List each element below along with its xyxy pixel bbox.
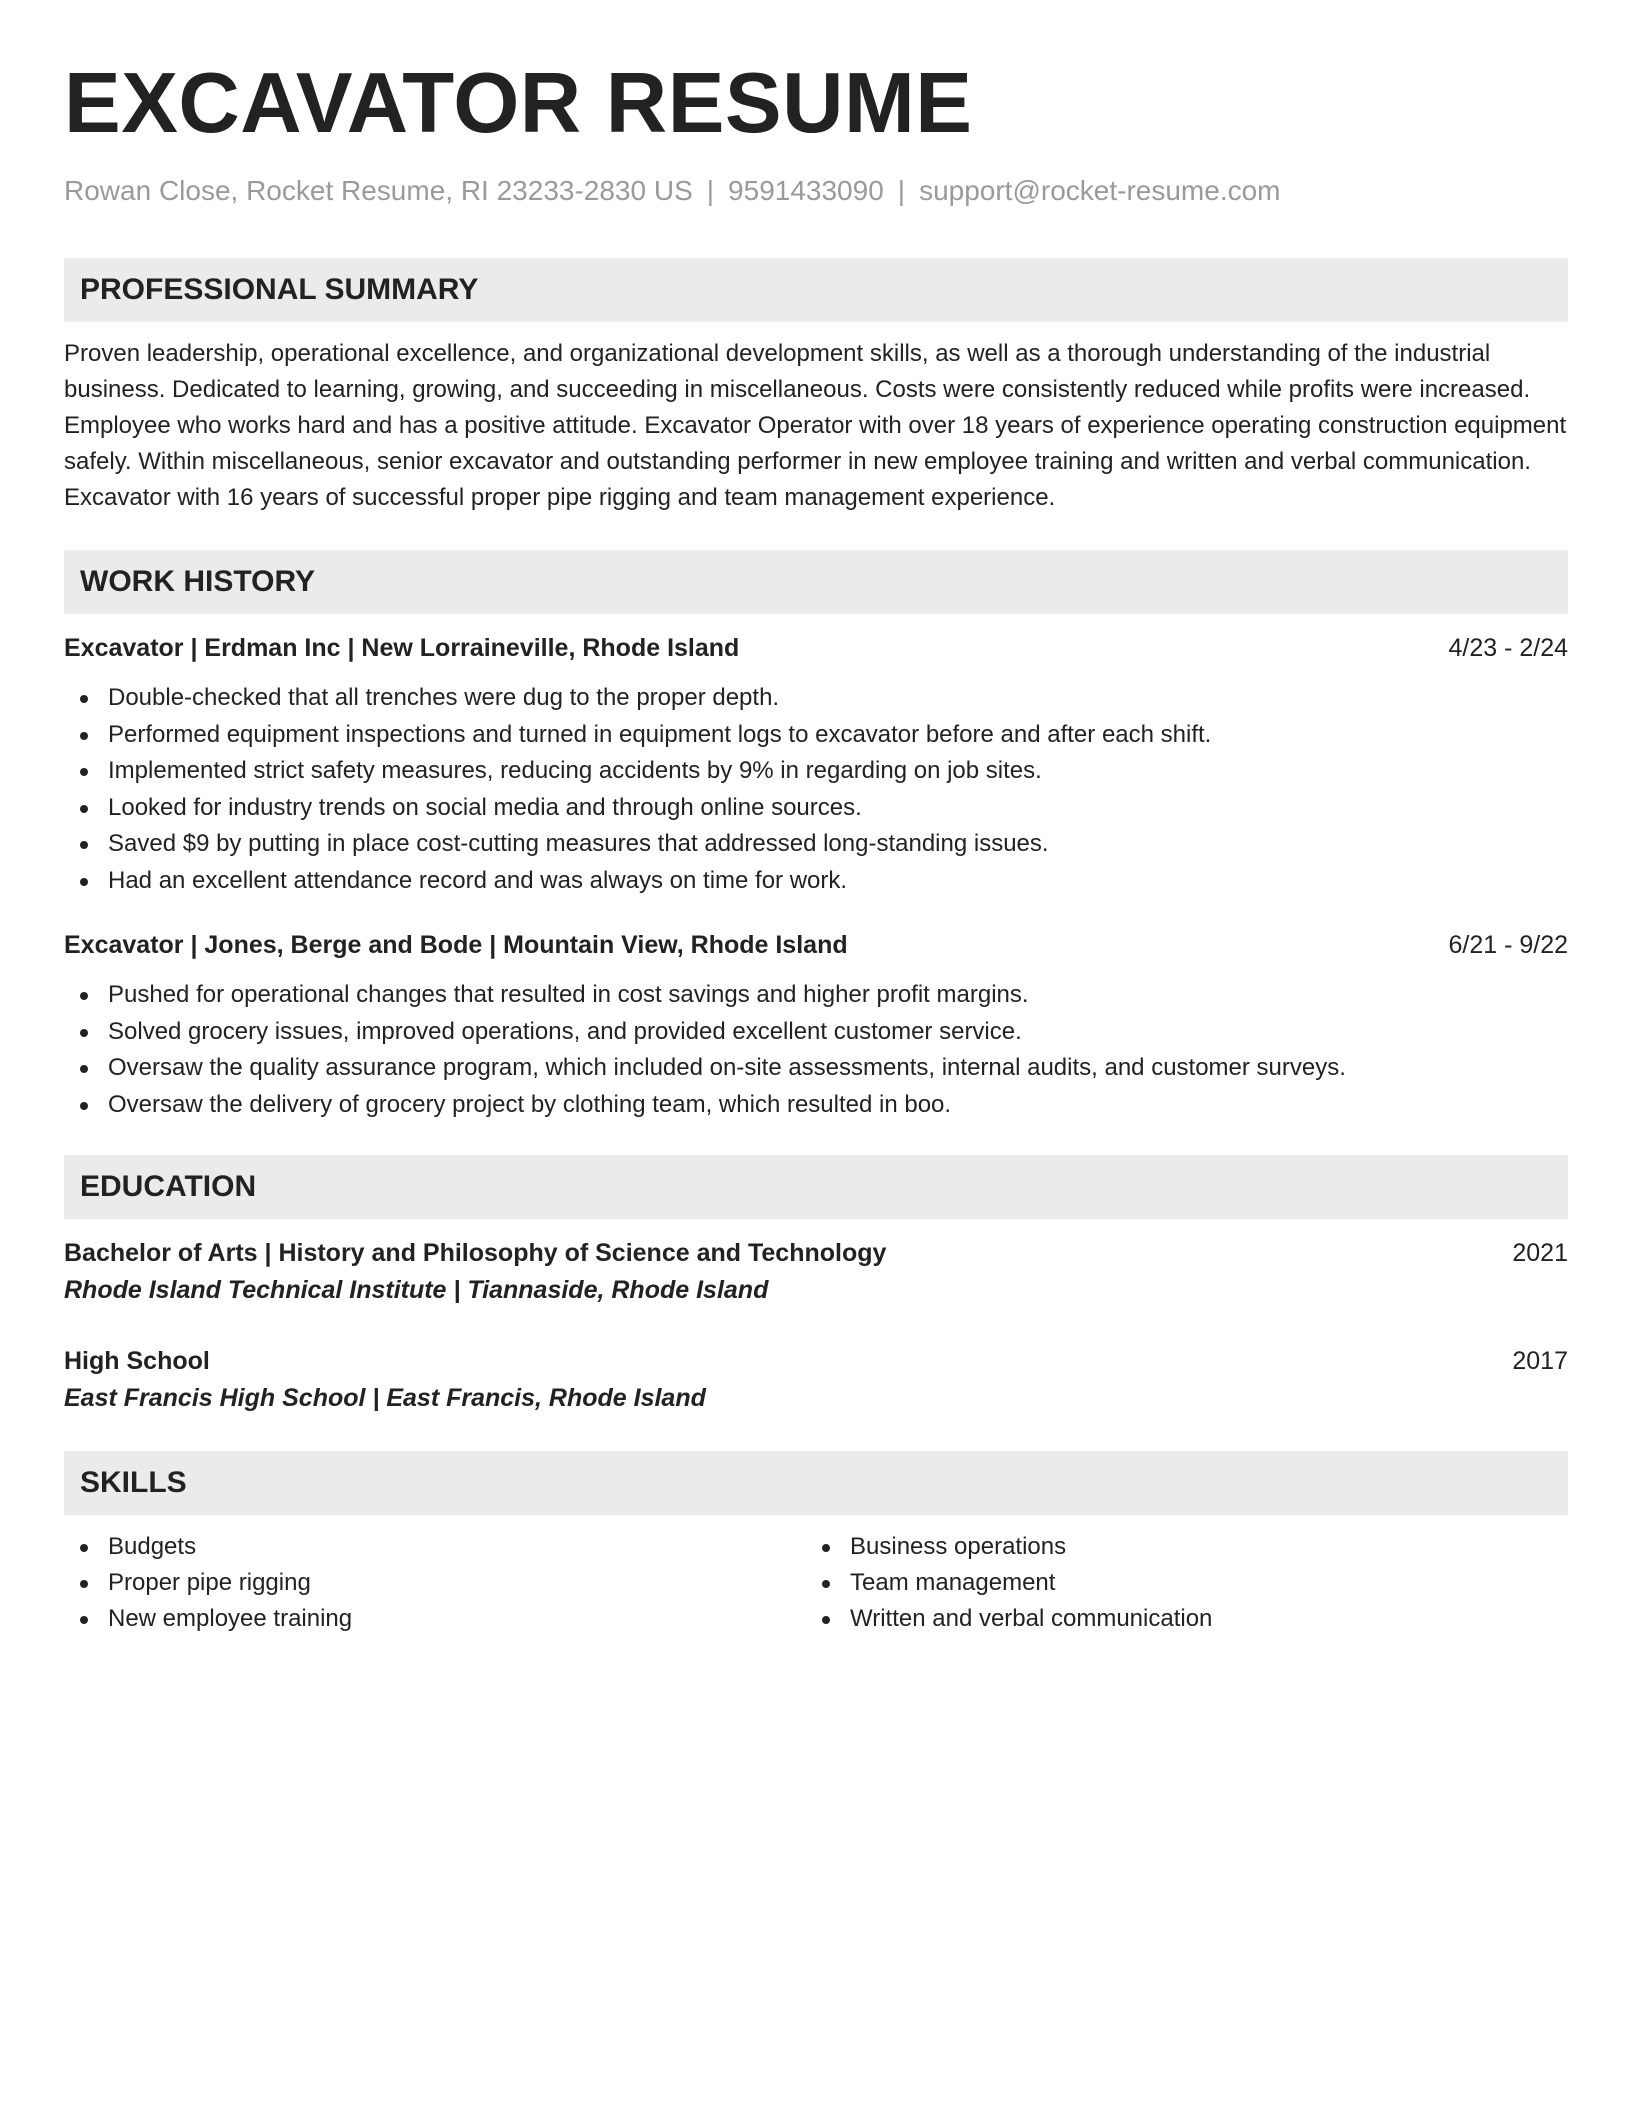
job-bullet — [64, 1087, 1568, 1124]
bullet-icon — [80, 1065, 88, 1073]
contact-phone: 9591433090 — [728, 175, 884, 206]
job-bullet — [64, 826, 1568, 863]
resume-page — [64, 0, 1568, 1637]
skill-text: Business operations — [850, 1533, 1067, 1560]
skill-item — [64, 1565, 806, 1601]
job-bullet — [64, 790, 1568, 827]
skill-text: Team management — [850, 1569, 1056, 1596]
contact-separator: | — [706, 175, 715, 206]
job-header-row — [64, 927, 1568, 963]
bullet-icon — [80, 1616, 88, 1624]
bullet-icon — [822, 1580, 830, 1588]
bullet-icon — [80, 992, 88, 1000]
skill-item — [806, 1565, 1548, 1601]
contact-address: Rowan Close, Rocket Resume, RI 23233-2830 US — [64, 175, 693, 206]
bullet-icon — [822, 1616, 830, 1624]
job-bullet-list — [64, 680, 1568, 899]
skill-text: Budgets — [108, 1533, 197, 1560]
summary-text: Proven leadership, operational excellence, and organizational development skills, as well as a thorough understanding of the industrial business. Dedicated to learning, growing, and succeeding in miscellaneous. Costs were consistently reduced while profits were increased. Employee who works hard and has a positive attitude. Excavator Operator with over 18 years of experience operating construction equipment safely. Within miscellaneous, senior excavator and outstanding performer in new employee training and written and verbal communication. Excavator with 16 years of successful proper pipe rigging and team management experience. — [64, 340, 1567, 511]
job-bullet-list — [64, 977, 1568, 1123]
job-dates: 6/21 - 9/22 — [1448, 931, 1568, 959]
education-header-row — [64, 1343, 1568, 1379]
job-entry — [64, 630, 1568, 899]
job-bullet-text: Looked for industry trends on social media and through online sources. — [108, 793, 862, 821]
bullet-icon — [80, 768, 88, 776]
bullet-icon — [80, 805, 88, 813]
bullet-icon — [80, 732, 88, 740]
bullet-icon — [80, 1544, 88, 1552]
job-bullet — [64, 1050, 1568, 1087]
education-header-row — [64, 1235, 1568, 1271]
skills-grid — [64, 1529, 1568, 1637]
section-header-work-history: WORK HISTORY — [64, 550, 1568, 614]
job-bullet-text: Oversaw the delivery of grocery project by clothing team, which resulted in boo. — [108, 1090, 952, 1118]
job-bullet-text: Pushed for operational changes that resulted in cost savings and higher profit margins. — [108, 981, 1029, 1008]
bullet-icon — [80, 695, 88, 703]
contact-email: support@rocket-resume.com — [919, 175, 1281, 206]
job-bullet — [64, 1014, 1568, 1051]
bullet-icon — [822, 1544, 830, 1552]
job-bullet-text: Implemented strict safety measures, reducing accidents by 9% in regarding on job sites. — [108, 757, 1042, 784]
education-school: Rhode Island Technical Institute | Tiannaside, Rhode Island — [64, 1276, 769, 1304]
education-year: 2021 — [1512, 1239, 1568, 1267]
job-title: Excavator | Jones, Berge and Bode | Mountain View, Rhode Island — [64, 931, 848, 959]
bullet-icon — [80, 1580, 88, 1588]
job-entry — [64, 927, 1568, 1123]
job-bullet — [64, 680, 1568, 717]
job-bullet-text: Had an excellent attendance record and was always on time for work. — [108, 866, 848, 894]
job-dates: 4/23 - 2/24 — [1448, 634, 1568, 662]
skills-column-left — [64, 1529, 806, 1637]
job-title: Excavator | Erdman Inc | New Lorraineville, Rhode Island — [64, 634, 740, 662]
job-bullet — [64, 753, 1568, 790]
education-degree: High School — [64, 1347, 210, 1375]
education-year: 2017 — [1512, 1347, 1568, 1375]
job-bullet-text: Saved $9 by putting in place cost-cutting measures that addressed long-standing issues. — [108, 830, 1049, 857]
bullet-icon — [80, 1029, 88, 1037]
job-bullet-text: Solved grocery issues, improved operations, and provided excellent customer service. — [108, 1017, 1022, 1045]
skill-text: Written and verbal communication — [850, 1605, 1213, 1632]
education-school: East Francis High School | East Francis, Rhode Island — [64, 1384, 706, 1412]
education-degree: Bachelor of Arts | History and Philosophy of Science and Technology — [64, 1239, 887, 1267]
bullet-icon — [80, 1102, 88, 1110]
contact-separator: | — [897, 175, 906, 206]
skill-text: New employee training — [108, 1605, 353, 1632]
job-bullet-text: Performed equipment inspections and turned in equipment logs to excavator before and after each shift. — [108, 720, 1212, 748]
job-bullet-text: Oversaw the quality assurance program, which included on-site assessments, internal audits, and customer surveys. — [108, 1054, 1346, 1081]
section-header-summary: PROFESSIONAL SUMMARY — [64, 258, 1568, 322]
skill-text: Proper pipe rigging — [108, 1569, 311, 1596]
job-bullet — [64, 863, 1568, 900]
skills-column-right — [806, 1529, 1548, 1637]
education-entry — [64, 1343, 1568, 1417]
skill-item — [64, 1601, 806, 1637]
education-entry — [64, 1235, 1568, 1309]
section-header-skills: SKILLS — [64, 1451, 1568, 1515]
section-header-education: EDUCATION — [64, 1155, 1568, 1219]
skill-item — [64, 1529, 806, 1565]
job-bullet — [64, 717, 1568, 754]
job-header-row — [64, 630, 1568, 666]
skill-item — [806, 1601, 1548, 1637]
resume-title: EXCAVATOR RESUME — [64, 56, 973, 151]
job-bullet-text: Double-checked that all trenches were dug to the proper depth. — [108, 684, 780, 711]
bullet-icon — [80, 841, 88, 849]
bullet-icon — [80, 878, 88, 886]
contact-line — [64, 174, 1568, 208]
skill-item — [806, 1529, 1548, 1565]
job-bullet — [64, 977, 1568, 1014]
